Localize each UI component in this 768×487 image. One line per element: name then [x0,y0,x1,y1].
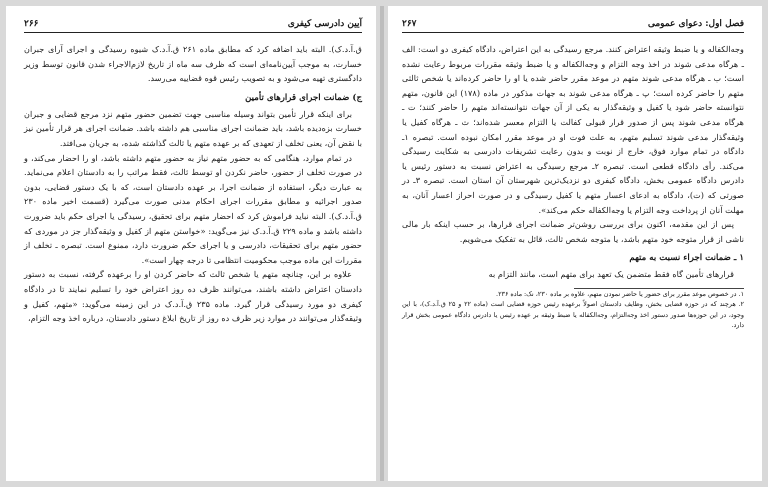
paragraph: برای اینکه قرار تأمین بتواند وسیله مناسبی جهت تضمین حضور متهم نزد مرجع قضایی و جبران خسارت بزه‌دیده باشد، باید ضمانت اجرای مناسبی هم داشته باشد. ضمانت اجرای هر قرار تأمین نیز با نقض آن، یعنی تخلف از تعهدی که بر عهده متهم یا ثالث گذاشته شده، به جریان می‌افتد. [24,108,362,148]
left-page-number: ۲۶۶ [24,19,39,29]
left-page-body [24,42,362,326]
footnote: ۲. هرچند که در حوزه قضایی بخش، وظایف دادستان اصولاً برعهده رئیس حوزه قضایی است (ماده ۲۲ و ۲۵ ق.آ.د.ک)، با این وجود، در این حوزه‌ها صدور دستور اخذ وجه‌التزام، وجه‌الکفاله یا ضبط وثیقه بر عهده رئیس یا دادرس دادگاه عمومی بخش قرار دارد. [402,300,744,330]
section-heading: ۱ ـ ضمانت اجراء نسبت به متهم [629,253,744,264]
left-page-header [24,18,362,33]
right-page [388,6,762,481]
paragraph: ق.آ.د.ک). البته باید اضافه کرد که مطابق ماده ۲۶۱ ق.آ.د.ک شیوه رسیدگی و اجرای آرای جبران خسارت، به موجب آیین‌نامه‌ای است که ظرف سه ماه از تاریخ لازم‌الاجراء شدن قانون توسط وزیر دادگستری تهیه می‌شود و به تصویب رئیس قوه قضاییه می‌رسد. [24,44,362,84]
paragraph: علاوه بر این، چنانچه متهم یا شخص ثالث که حاضر کردن او را برعهده گرفته، نسبت به دستور دادستان اعتراض داشته باشند، می‌توانند ظرف ده روز اعتراض خود را تسلیم نمایند تا در دادگاه کیفری دو مورد رسیدگی قرار گیرد. ماده ۲۳۵ ق.آ.د.ک در این زمینه می‌گوید: «متهم، کفیل و وثیقه‌گذار می‌توانند در موارد زیر ظرف ده روز از تاریخ ابلاغ دستور دادستان، درباره اخذ وجه التزام، [24,269,363,324]
paragraph: در تمام موارد، هنگامی که به حضور متهم نیاز به حضور متهم داشته باشد، او را احضار می‌کند، و در صورت تخلف از حضور، حاضر نکردن او توسط ثالث، فقط مراتب را به دادستان اعلام می‌نماید. به عبارت دیگر، استفاده از ضمانت اجرا، بر عهده دادستان است، که با یک دستور قضایی، بدون صدور اجرائیه و مطابق مقررات اجرای احکام مدنی صورت می‌گیرد (قسمت اخیر ماده ۲۳۰ ق.آ.د.ک). البته نباید فراموش کرد که احضار متهم برای تحقیق، رسیدگی یا اجرای حکم باید ضرورت داشته باشد و ماده ۲۲۹ ق.آ.د.ک نیز می‌گوید: «خواستن متهم از کفیل و وثیقه‌گذار جز در موردی که حضور متهم برای تحقیقات، دادرسی و یا اجرای حکم ضرورت دارد، ممنوع است. تبصره ـ تخلف از مقررات این ماده موجب محکومیت انتظامی تا درجه چهار است». [24,152,362,265]
right-running-title: فصل اول: دعوای عمومی [647,19,744,29]
right-page-number: ۲۶۷ [402,19,417,29]
paragraph: قرارهای تأمین گاه فقط متضمن یک تعهد برای متهم است، مانند التزام به [488,269,734,280]
footnote: ۱. در خصوص موعد مقرر برای حضور یا حاضر نمودن متهم، علاوه بر ماده ۲۳۰، نک: ماده ۲۳۶. [496,289,744,298]
paragraph: وجه‌الکفاله و یا ضبط وثیقه اعتراض کنند. مرجع رسیدگی به این اعتراض، دادگاه کیفری دو است: الف ـ هرگاه مدعی شوند در اخذ وجه التزام و وجه‌الکفاله و یا ضبط وثیقه مقررات مربوط رعایت نشده است؛ ب ـ هرگاه مدعی شوند متهم در موعد مقرر حاضر شده یا او را حاضر کرده‌اند یا شخص ثالثی متهم را حاضر کرده است؛ پ ـ هرگاه مدعی شوند به جهات مذکور در ماده (۱۷۸) این قانون، متهم نتوانسته حاضر شود یا کفیل و وثیقه‌گذار به یکی از آن جهات نتوانسته‌اند متهم را حاضر کنند؛ ت ـ هرگاه مدعی شوند پس از صدور قرار قبولی کفالت یا التزام معسر شده‌اند؛ ث ـ هرگاه کفیل یا وثیقه‌گذار مدعی شوند تسلیم متهم، به علت فوت او در موعد مقرر امکان نبوده است. تبصره ۱ـ دادگاه در تمام موارد فوق، خارج از نوبت و بدون رعایت تشریفات دادرسی به شکایت رسیدگی می‌کند. رأی دادگاه قطعی است. تبصره ۲ـ مرجع رسیدگی به اعتراض نسبت به دستور رئیس یا دادرس دادگاه عمومی بخش، دادگاه کیفری دو نزدیک‌ترین شهرستان آن استان است. تبصره ۳ـ در صورتی که (ت)، دادگاه به ادعای اعسار متهم یا کفیل رسیدگی و در صورت احراز اعسار آنان، به مهلت آنان از پرداخت وجه التزام یا وجه‌الکفاله حکم می‌کند». [402,44,744,215]
right-page-header [402,18,744,33]
footnotes [402,289,744,331]
left-page [6,6,376,481]
section-heading: ج) ضمانت اجرای قرارهای تأمین [245,92,362,103]
paragraph: پس از این مقدمه، اکنون برای بررسی روشن‌تر ضمانت اجرای قرارها، بر حسب اینکه بار مالی ناشی از قرار متوجه خود متهم باشد، یا متوجه شخص ثالث، قائل به تفکیک می‌شویم. [402,219,744,244]
right-page-body [402,42,744,282]
left-running-title: آیین دادرسی کیفری [287,19,362,29]
book-gutter [380,6,384,481]
